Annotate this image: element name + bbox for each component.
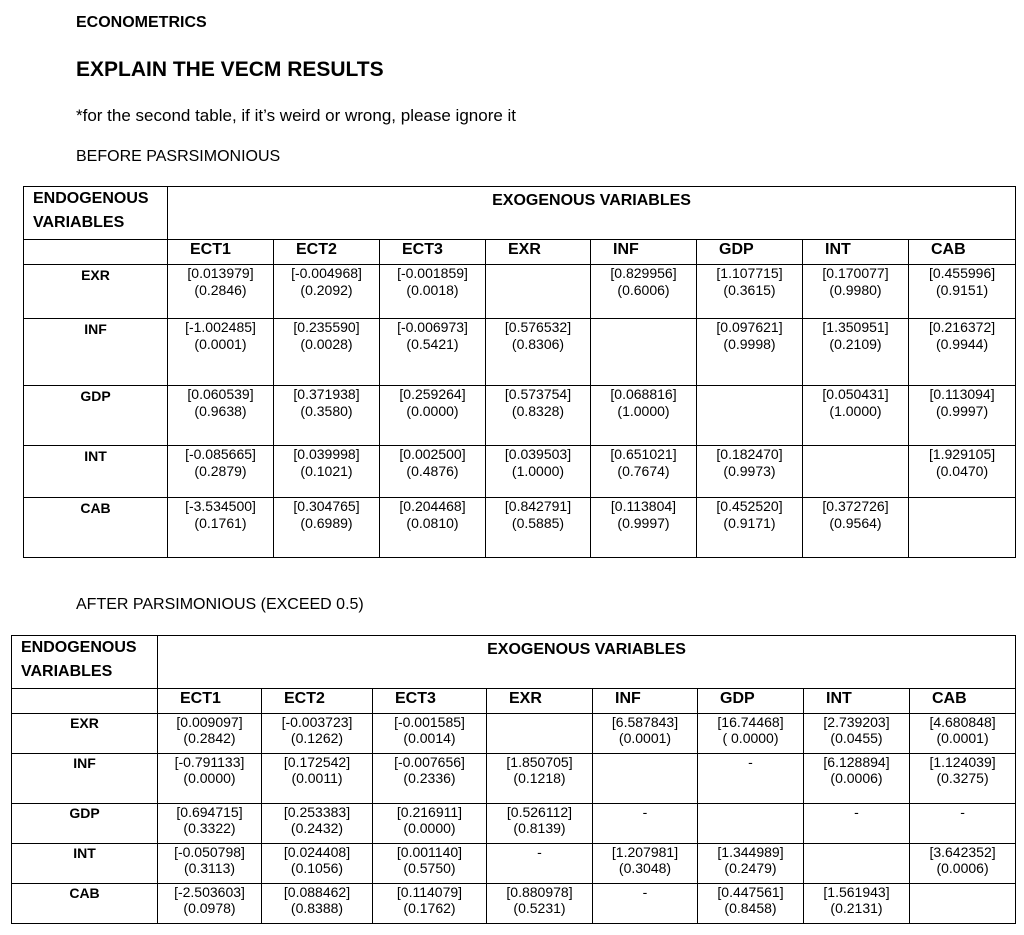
coefficient-value: [6.128894] xyxy=(823,754,890,770)
column-header-int: INT xyxy=(803,240,909,265)
p-value: (0.9564) xyxy=(829,515,882,531)
table-cell xyxy=(697,498,803,558)
table-cell xyxy=(262,754,373,804)
column-header-ect1: ECT1 xyxy=(168,240,274,265)
p-value: (0.1021) xyxy=(300,463,353,479)
column-header-exr: EXR xyxy=(486,240,591,265)
p-value: (0.2879) xyxy=(194,463,247,479)
coefficient-value: - xyxy=(642,884,648,900)
table-cell xyxy=(373,804,487,844)
coefficient-value: [-3.534500] xyxy=(185,498,256,514)
table-cell xyxy=(158,714,262,754)
coefficient-value: [0.050431] xyxy=(822,386,889,402)
table-cell xyxy=(373,884,487,924)
coefficient-value: [-0.006973] xyxy=(397,319,468,335)
table-cell xyxy=(168,446,274,498)
document-subject: ECONOMETRICS xyxy=(76,14,207,31)
column-header-ect3: ECT3 xyxy=(380,240,486,265)
coefficient-value: [6.587843] xyxy=(611,714,679,730)
coefficient-value: [0.113804] xyxy=(610,498,677,514)
table-row xyxy=(24,265,1016,319)
p-value: (0.2109) xyxy=(829,336,882,352)
table-cell xyxy=(487,714,593,754)
table-cell xyxy=(380,498,486,558)
coefficient-value: [0.526112] xyxy=(506,804,573,820)
vecm-table-before xyxy=(23,186,1016,558)
corner-header xyxy=(12,636,158,689)
p-value: (0.3322) xyxy=(183,820,236,836)
header-row xyxy=(24,187,1016,240)
table-cell xyxy=(591,319,697,386)
p-value: (0.5231) xyxy=(513,900,566,916)
coefficient-value: [0.002500] xyxy=(399,446,466,462)
row-header-exr: EXR xyxy=(24,265,168,319)
p-value: (0.8328) xyxy=(511,403,565,419)
coefficient-value: [0.371938] xyxy=(293,386,360,402)
table-cell xyxy=(168,386,274,446)
table-cell xyxy=(593,754,698,804)
coefficient-value: [0.259264] xyxy=(399,386,466,402)
table-cell xyxy=(487,884,593,924)
p-value: (0.9973) xyxy=(723,463,776,479)
table-cell xyxy=(697,446,803,498)
table-cell xyxy=(274,386,380,446)
p-value: (0.2479) xyxy=(724,860,777,876)
p-value: (1.0000) xyxy=(511,463,565,479)
column-header-ect2: ECT2 xyxy=(262,689,373,714)
table-after-label: AFTER PARSIMONIOUS (EXCEED 0.5) xyxy=(76,596,364,613)
table-cell xyxy=(804,804,910,844)
document-heading: EXPLAIN THE VECM RESULTS xyxy=(76,58,384,81)
coefficient-value: [0.039503] xyxy=(504,446,572,462)
p-value: (0.2336) xyxy=(403,770,456,786)
table-cell xyxy=(373,844,487,884)
table-cell xyxy=(158,804,262,844)
p-value: (0.0470) xyxy=(935,463,989,479)
exogenous-header: EXOGENOUS VARIABLES xyxy=(158,636,1016,689)
coefficient-value: [1.350951] xyxy=(822,319,889,335)
table-cell xyxy=(486,265,591,319)
coefficient-value: [0.182470] xyxy=(716,446,783,462)
table-cell xyxy=(593,844,698,884)
table-cell xyxy=(262,804,373,844)
column-header-ect3: ECT3 xyxy=(373,689,487,714)
row-header-gdp: GDP xyxy=(24,386,168,446)
coefficient-value: [16.74468] xyxy=(717,714,784,730)
coefficient-value: [0.651021] xyxy=(610,446,677,462)
coefficient-value: [0.013979] xyxy=(187,265,254,281)
table-cell xyxy=(274,498,380,558)
table-cell xyxy=(158,754,262,804)
coefficient-value: [-0.085665] xyxy=(185,446,256,462)
table-cell xyxy=(486,498,591,558)
p-value: (0.2842) xyxy=(183,730,236,746)
p-value: (0.0000) xyxy=(406,403,459,419)
table-cell xyxy=(803,446,909,498)
coefficient-value: - xyxy=(854,804,859,820)
table-cell xyxy=(804,754,910,804)
table-cell xyxy=(380,386,486,446)
table-cell xyxy=(380,265,486,319)
coefficient-value: [0.842791] xyxy=(504,498,572,514)
table-cell xyxy=(910,884,1016,924)
p-value: (0.0455) xyxy=(830,730,883,746)
p-value: (0.1762) xyxy=(403,900,456,916)
coefficient-value: [0.253383] xyxy=(283,804,351,820)
table-row xyxy=(24,319,1016,386)
coefficient-value: [1.207981] xyxy=(611,844,679,860)
coefficient-value: [0.170077] xyxy=(822,265,889,281)
table-cell xyxy=(380,319,486,386)
table-cell xyxy=(262,884,373,924)
corner-header-line: VARIABLES xyxy=(33,214,125,231)
column-header-inf: INF xyxy=(593,689,698,714)
blank-header-cell xyxy=(24,240,168,265)
p-value: (0.9997) xyxy=(617,515,670,531)
column-header-gdp: GDP xyxy=(697,240,803,265)
column-header-row xyxy=(24,240,1016,265)
table-cell xyxy=(910,714,1016,754)
coefficient-value: - xyxy=(537,844,542,860)
p-value: (0.9151) xyxy=(935,282,989,298)
coefficient-value: [0.573754] xyxy=(504,386,572,402)
coefficient-value: - xyxy=(748,754,753,770)
coefficient-value: [-0.791133] xyxy=(174,754,245,770)
table-cell xyxy=(698,804,804,844)
table-row xyxy=(12,754,1016,804)
table-cell xyxy=(593,884,698,924)
table-cell xyxy=(274,265,380,319)
coefficient-value: [-0.007656] xyxy=(394,754,465,770)
coefficient-value: [0.060539] xyxy=(187,386,254,402)
column-header-int: INT xyxy=(804,689,910,714)
table-row xyxy=(12,844,1016,884)
table-cell xyxy=(803,319,909,386)
row-header-gdp: GDP xyxy=(12,804,158,844)
p-value: (0.0810) xyxy=(406,515,459,531)
row-header-inf: INF xyxy=(24,319,168,386)
column-header-ect2: ECT2 xyxy=(274,240,380,265)
p-value: (0.9171) xyxy=(723,515,776,531)
table-cell xyxy=(373,714,487,754)
p-value: (0.9638) xyxy=(194,403,247,419)
coefficient-value: [-0.001859] xyxy=(397,265,468,281)
table-cell xyxy=(380,446,486,498)
corner-header-line: ENDOGENOUS xyxy=(33,190,149,207)
table-cell xyxy=(910,804,1016,844)
table-row xyxy=(24,498,1016,558)
table-cell xyxy=(803,265,909,319)
p-value: (0.1056) xyxy=(290,860,344,876)
column-header-cab: CAB xyxy=(909,240,1016,265)
coefficient-value: [0.829956] xyxy=(610,265,677,281)
p-value: (0.4876) xyxy=(406,463,459,479)
coefficient-value: - xyxy=(642,804,648,820)
coefficient-value: [0.204468] xyxy=(399,498,466,514)
p-value: (0.0006) xyxy=(830,770,883,786)
table-cell xyxy=(487,754,593,804)
table-cell xyxy=(168,319,274,386)
p-value: (0.0011) xyxy=(291,770,343,786)
table-row xyxy=(12,804,1016,844)
coefficient-value: [0.447561] xyxy=(717,884,784,900)
coefficient-value: [-1.002485] xyxy=(185,319,256,335)
coefficient-value: [-2.503603] xyxy=(174,884,245,900)
coefficient-value: [1.561943] xyxy=(823,884,890,900)
coefficient-value: [0.694715] xyxy=(176,804,243,820)
coefficient-value: [0.039998] xyxy=(293,446,360,462)
table-cell xyxy=(262,714,373,754)
p-value: (1.0000) xyxy=(829,403,882,419)
p-value: (0.5421) xyxy=(406,336,459,352)
p-value: (0.1218) xyxy=(513,770,566,786)
header-row xyxy=(12,636,1016,689)
p-value: (0.5750) xyxy=(403,860,456,876)
table-cell xyxy=(804,884,910,924)
table-cell xyxy=(168,265,274,319)
p-value: (0.0978) xyxy=(183,900,236,916)
p-value: (0.3048) xyxy=(618,860,672,876)
coefficient-value: [-0.050798] xyxy=(174,844,245,860)
table-cell xyxy=(158,844,262,884)
table-cell xyxy=(909,446,1016,498)
coefficient-value: [0.452520] xyxy=(716,498,783,514)
table-row xyxy=(12,884,1016,924)
table-cell xyxy=(168,498,274,558)
p-value: (0.8458) xyxy=(724,900,777,916)
p-value: (0.1761) xyxy=(194,515,247,531)
table-cell xyxy=(274,319,380,386)
exogenous-header: EXOGENOUS VARIABLES xyxy=(168,187,1016,240)
table-cell xyxy=(591,498,697,558)
column-header-gdp: GDP xyxy=(698,689,804,714)
table-cell xyxy=(262,844,373,884)
p-value: ( 0.0000) xyxy=(722,730,779,746)
column-header-exr: EXR xyxy=(487,689,593,714)
table-cell xyxy=(803,386,909,446)
p-value: (0.6006) xyxy=(617,282,670,298)
coefficient-value: [0.235590] xyxy=(293,319,360,335)
table-cell xyxy=(487,804,593,844)
table-cell xyxy=(910,754,1016,804)
table-cell xyxy=(158,884,262,924)
column-header-ect1: ECT1 xyxy=(158,689,262,714)
table-cell xyxy=(697,265,803,319)
corner-header xyxy=(24,187,168,240)
coefficient-value: [0.024408] xyxy=(283,844,351,860)
coefficient-value: [0.372726] xyxy=(822,498,889,514)
p-value: (0.1262) xyxy=(290,730,344,746)
column-header-cab: CAB xyxy=(910,689,1016,714)
p-value: (0.7674) xyxy=(617,463,670,479)
table-cell xyxy=(591,386,697,446)
table-cell xyxy=(910,844,1016,884)
coefficient-value: [2.739203] xyxy=(823,714,890,730)
table-cell xyxy=(373,754,487,804)
table-cell xyxy=(698,754,804,804)
p-value: (0.0028) xyxy=(300,336,353,352)
p-value: (0.0006) xyxy=(936,860,989,876)
coefficient-value: [1.929105] xyxy=(928,446,996,462)
coefficient-value: [0.172542] xyxy=(283,754,351,770)
p-value: (0.0001) xyxy=(194,336,247,352)
p-value: (0.2432) xyxy=(290,820,344,836)
coefficient-value: [1.107715] xyxy=(716,265,783,281)
coefficient-value: [0.068816] xyxy=(610,386,677,402)
p-value: (0.9997) xyxy=(935,403,989,419)
p-value: (0.8139) xyxy=(513,820,566,836)
coefficient-value: [0.576532] xyxy=(504,319,572,335)
coefficient-value: [0.216372] xyxy=(928,319,996,335)
table-before-label: BEFORE PASRSIMONIOUS xyxy=(76,148,281,165)
p-value: (0.2846) xyxy=(194,282,247,298)
table-row xyxy=(24,446,1016,498)
table-cell xyxy=(486,446,591,498)
coefficient-value: [1.344989] xyxy=(717,844,784,860)
coefficient-value: [0.113094] xyxy=(929,386,995,402)
p-value: (0.3275) xyxy=(936,770,989,786)
coefficient-value: - xyxy=(960,804,965,820)
p-value: (0.0001) xyxy=(936,730,989,746)
row-header-int: INT xyxy=(24,446,168,498)
coefficient-value: [0.009097] xyxy=(176,714,243,730)
table-cell xyxy=(593,804,698,844)
p-value: (0.9998) xyxy=(723,336,776,352)
coefficient-value: [0.097621] xyxy=(716,319,783,335)
table-cell xyxy=(697,319,803,386)
p-value: (1.0000) xyxy=(617,403,670,419)
p-value: (0.8388) xyxy=(290,900,344,916)
p-value: (0.9944) xyxy=(935,336,989,352)
p-value: (0.2092) xyxy=(300,282,353,298)
corner-header-line: VARIABLES xyxy=(21,663,113,680)
coefficient-value: [1.850705] xyxy=(506,754,573,770)
coefficient-value: [0.216911] xyxy=(396,804,463,820)
table-cell xyxy=(697,386,803,446)
p-value: (0.0000) xyxy=(183,770,236,786)
table-cell xyxy=(486,386,591,446)
table-cell xyxy=(909,265,1016,319)
table-cell xyxy=(698,884,804,924)
p-value: (0.3580) xyxy=(300,403,353,419)
table-cell xyxy=(804,714,910,754)
table-cell xyxy=(698,844,804,884)
table-cell xyxy=(909,498,1016,558)
row-header-inf: INF xyxy=(12,754,158,804)
corner-header-line: ENDOGENOUS xyxy=(21,639,137,656)
table-cell xyxy=(804,844,910,884)
document-note: *for the second table, if it’s weird or wrong, please ignore it xyxy=(76,106,517,125)
column-header-row xyxy=(12,689,1016,714)
coefficient-value: [-0.003723] xyxy=(281,714,353,730)
row-header-cab: CAB xyxy=(24,498,168,558)
table-cell xyxy=(593,714,698,754)
row-header-exr: EXR xyxy=(12,714,158,754)
table-row xyxy=(24,386,1016,446)
p-value: (0.3113) xyxy=(183,860,236,876)
coefficient-value: [0.088462] xyxy=(283,884,351,900)
coefficient-value: [0.114079] xyxy=(396,884,463,900)
row-header-cab: CAB xyxy=(12,884,158,924)
table-cell xyxy=(803,498,909,558)
coefficient-value: [1.124039] xyxy=(929,754,996,770)
p-value: (0.0014) xyxy=(403,730,456,746)
table-row xyxy=(12,714,1016,754)
coefficient-value: [-0.001585] xyxy=(394,714,465,730)
coefficient-value: [0.880978] xyxy=(506,884,573,900)
row-header-int: INT xyxy=(12,844,158,884)
table-cell xyxy=(591,265,697,319)
p-value: (0.0018) xyxy=(406,282,459,298)
table-cell xyxy=(909,319,1016,386)
table-cell xyxy=(591,446,697,498)
coefficient-value: [3.642352] xyxy=(929,844,996,860)
table-cell xyxy=(909,386,1016,446)
table-cell xyxy=(486,319,591,386)
p-value: (0.5885) xyxy=(511,515,565,531)
p-value: (0.0000) xyxy=(403,820,456,836)
p-value: (0.0001) xyxy=(618,730,672,746)
p-value: (0.6989) xyxy=(300,515,353,531)
p-value: (0.3615) xyxy=(723,282,776,298)
blank-header-cell xyxy=(12,689,158,714)
p-value: (0.9980) xyxy=(829,282,882,298)
p-value: (0.8306) xyxy=(511,336,565,352)
coefficient-value: [-0.004968] xyxy=(291,265,362,281)
column-header-inf: INF xyxy=(591,240,697,265)
table-cell xyxy=(487,844,593,884)
table-cell xyxy=(274,446,380,498)
table-cell xyxy=(698,714,804,754)
coefficient-value: [0.001140] xyxy=(396,844,463,860)
vecm-table-after xyxy=(11,635,1016,924)
coefficient-value: [0.455996] xyxy=(928,265,996,281)
coefficient-value: [4.680848] xyxy=(929,714,996,730)
p-value: (0.2131) xyxy=(830,900,883,916)
coefficient-value: [0.304765] xyxy=(293,498,360,514)
